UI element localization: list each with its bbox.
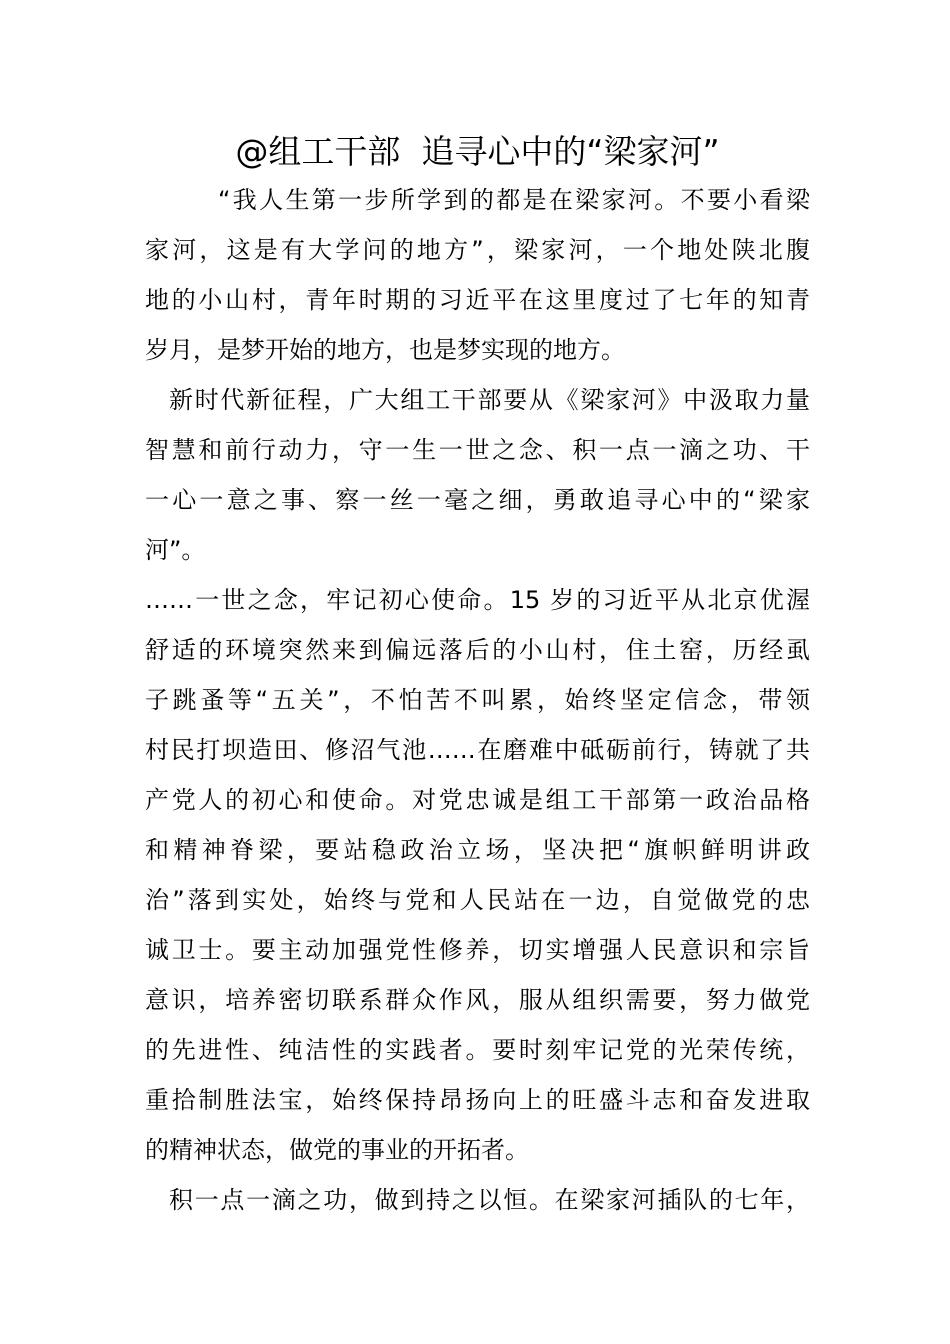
paragraph-3-line-12: 的精神状态，做党的事业的开拓者。 — [145, 1136, 529, 1164]
paragraph-4-line-1: 积一点一滴之功，做到持之以恒。在梁家河插队的七年， — [169, 1186, 810, 1214]
paragraph-3-line-9: 意识，培养密切联系群众作风，服从组织需要，努力做党 — [145, 986, 810, 1014]
paragraph-3-line-2: 舒适的环境突然来到偏远落后的小山村，住土窑，历经虱 — [145, 636, 810, 664]
paragraph-1-line-3: 地的小山村，青年时期的习近平在这里度过了七年的知青 — [145, 286, 810, 314]
paragraph-3-line-10: 的先进性、纯洁性的实践者。要时刻牢记党的光荣传统， — [145, 1036, 810, 1064]
paragraph-3-line-1: ……一世之念，牢记初心使命。15 岁的习近平从北京优渥 — [145, 586, 810, 614]
paragraph-3-line-11: 重拾制胜法宝，始终保持昂扬向上的旺盛斗志和奋发进取 — [145, 1086, 810, 1114]
paragraph-2-line-1: 新时代新征程，广大组工干部要从《梁家河》中汲取力量 — [169, 386, 810, 414]
paragraph-3-line-8: 诚卫士。要主动加强党性修养，切实增强人民意识和宗旨 — [145, 936, 810, 964]
paragraph-3-line-4: 村民打坝造田、修沼气池……在磨难中砥砺前行，铸就了共 — [145, 736, 810, 764]
paragraph-1-line-1: “我人生第一步所学到的都是在梁家河。不要小看梁 — [218, 186, 810, 214]
paragraph-2-line-4: 河”。 — [145, 536, 206, 564]
paragraph-1-line-4: 岁月，是梦开始的地方，也是梦实现的地方。 — [145, 336, 625, 364]
paragraph-3-line-7: 治”落到实处，始终与党和人民站在一边，自觉做党的忠 — [145, 886, 810, 914]
paragraph-1-line-2: 家河，这是有大学问的地方”，梁家河，一个地处陕北腹 — [145, 236, 810, 264]
paragraph-3-line-5: 产党人的初心和使命。对党忠诚是组工干部第一政治品格 — [145, 786, 810, 814]
document-title: @组工干部 追寻心中的“梁家河” — [235, 132, 720, 171]
paragraph-2-line-2: 智慧和前行动力，守一生一世之念、积一点一滴之功、干 — [145, 436, 810, 464]
paragraph-2-line-3: 一心一意之事、察一丝一毫之细，勇敢追寻心中的“梁家 — [145, 486, 810, 514]
paragraph-3-line-3: 子跳蚤等“五关”，不怕苦不叫累，始终坚定信念，带领 — [145, 686, 810, 714]
paragraph-3-line-6: 和精神脊梁，要站稳政治立场，坚决把“旗帜鲜明讲政 — [145, 836, 810, 864]
